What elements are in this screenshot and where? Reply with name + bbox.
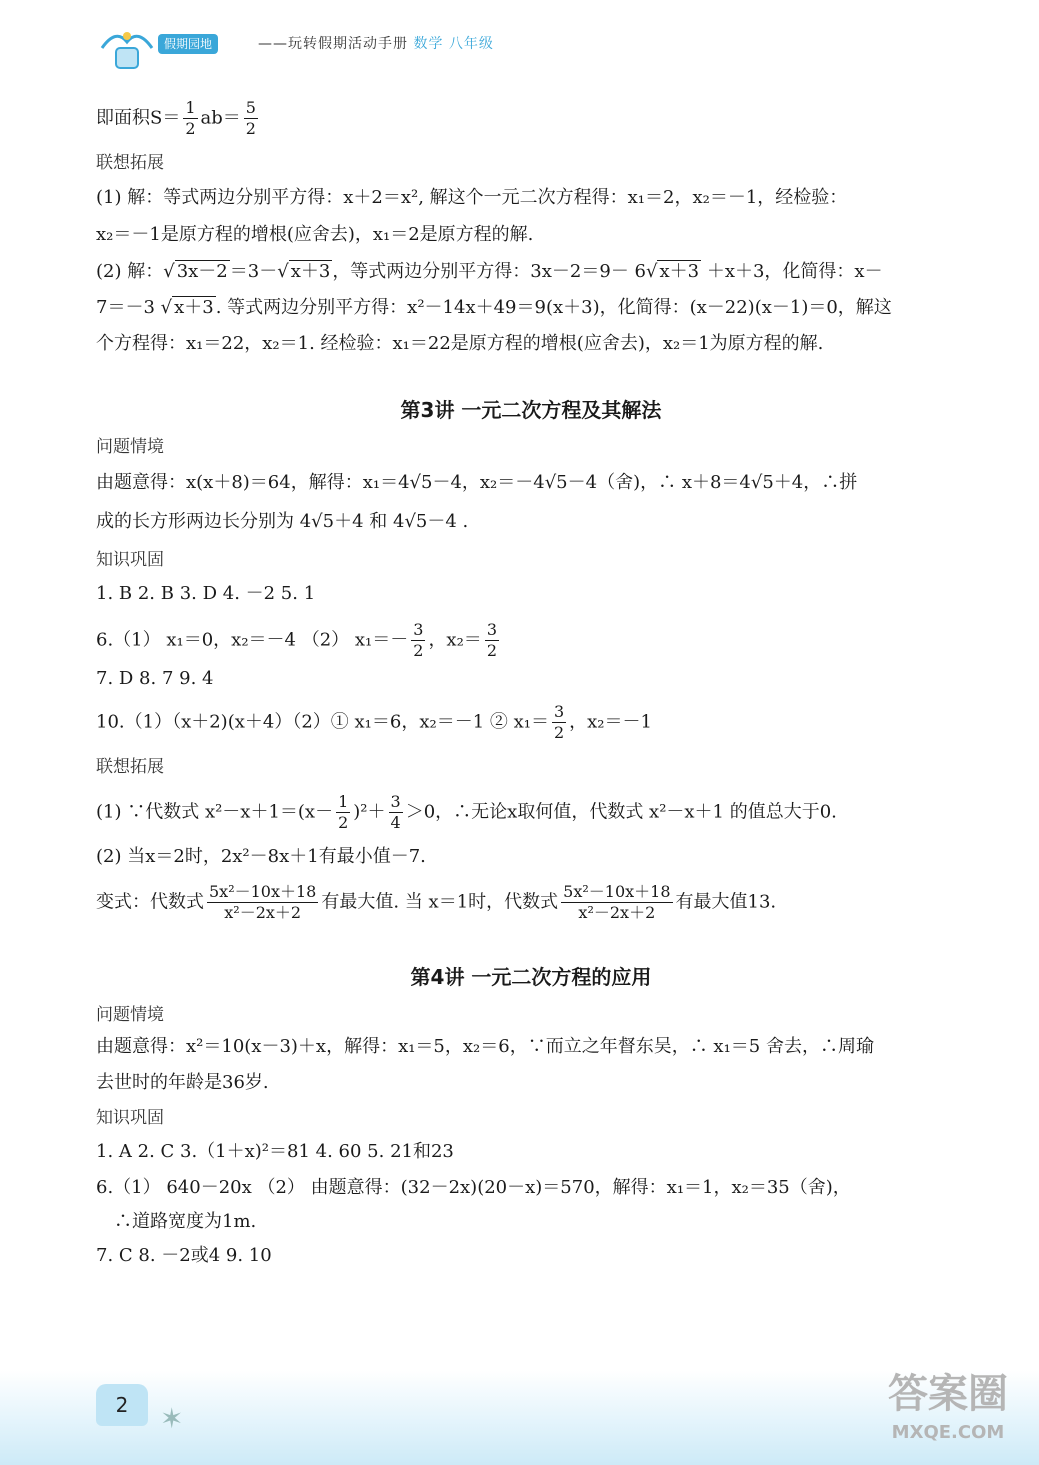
text-line: 6.（1） 640－20x （2） 由题意得：(32－2x)(20－x)＝570，解得：x₁＝1，x₂＝35（舍)，	[96, 1177, 851, 1198]
fraction: $\frac{\text{5x²－10x＋18}}{\text{x²－2x＋2}}$	[209, 882, 317, 922]
text-line: 由题意得：x(x＋8)＝64，解得：x₁＝4√5－4，x₂＝－4√5－4（舍)，∴ x＋8＝4√5＋4，∴拼	[96, 472, 858, 493]
fraction: $\frac{5}{2}$	[245, 98, 256, 138]
text-line: 7. C 8. －2或4 9. 10	[96, 1245, 272, 1266]
area-line: 即面积S＝ $\frac{1}{2}$ ab＝ $\frac{5}{2}$	[96, 98, 256, 138]
text-line: 变式：代数式 $\frac{\text{5x²－10x＋18}}{\text{x²－2x＋2}}$ 有最大值. 当 x＝1时，代数式 $\frac{\text{5x²－10x＋18}}{\text{x²－2x＋2}}$ 有最大值13.	[96, 882, 777, 922]
text-line: 成的长方形两边长分别为 4√5＋4 和 4√5－4 .	[96, 511, 469, 532]
fraction: $\frac{3}{2}$	[553, 702, 565, 742]
text-line: 6.（1） x₁＝0，x₂＝－4 （2） x₁＝－ $\frac{3}{2}$ ，x₂＝ $\frac{3}{2}$	[96, 620, 497, 660]
fraction: $\frac{3}{4}$	[390, 792, 401, 832]
header-badge: 假期园地	[158, 34, 218, 54]
starfish-icon: ✶	[160, 1402, 184, 1435]
fraction: $\frac{3}{2}$	[413, 620, 424, 660]
fraction: $\frac{3}{2}$	[486, 620, 497, 660]
text-line: (2) 当x＝2时，2x²－8x＋1有最小值－7.	[96, 846, 426, 867]
lecture-title: 第3讲 一元二次方程及其解法	[400, 398, 662, 422]
text-line: 10.（1）（x＋2)(x＋4）（2）① x₁＝6，x₂＝－1 ② x₁＝ $\frac{3}{2}$ ，x₂＝－1	[96, 702, 652, 742]
text-line: (1) 解：等式两边分别平方得：x＋2＝x², 解这个一元二次方程得：x₁＝2，x₂＝－1，经检验：	[96, 187, 848, 208]
text-line: 个方程得：x₁＝22，x₂＝1. 经检验：x₁＝22是原方程的增根(应舍去)，x₂＝1为原方程的解.	[96, 333, 824, 354]
lecture-title: 第4讲 一元二次方程的应用	[410, 965, 652, 989]
watermark: 答案圈 MXQE.COM	[888, 1371, 1008, 1443]
text-line: (1) ∵代数式 x²－x＋1＝(x－ $\frac{1}{2}$ )²＋ $\frac{3}{4}$ ＞0，∴无论x取何值，代数式 x²－x＋1 的值总大于0.	[96, 792, 837, 832]
text-line: x₂＝－1是原方程的增根(应舍去)，x₁＝2是原方程的解.	[96, 224, 534, 245]
page-header	[0, 0, 1039, 90]
text-line: 7. D 8. 7 9. 4	[96, 668, 214, 689]
text-line: 去世时的年龄是36岁.	[96, 1072, 269, 1093]
text-line: (2) 解：√ 3x－2 ＝3－√ x＋3 ，等式两边分别平方得：3x－2＝9－ 6√ x＋3 ＋x＋3，化简得：x－	[96, 261, 883, 282]
fraction: $\frac{1}{2}$	[338, 792, 349, 832]
header-subtitle: ——玩转假期活动手册 数学 八年级	[258, 36, 494, 52]
fraction: $\frac{1}{2}$	[185, 98, 196, 138]
text-line: ∴道路宽度为1m.	[114, 1211, 257, 1232]
section-heading: 联想拓展	[96, 757, 164, 777]
page-number: 2	[96, 1384, 148, 1426]
section-heading: 联想拓展	[96, 153, 164, 173]
text-line: 7＝－3 √ x＋3 . 等式两边分别平方得：x²－14x＋49＝9(x＋3)，化简得：(x－22)(x－1)＝0，解这	[96, 297, 892, 318]
section-heading: 知识巩固	[96, 550, 164, 570]
text-line: 由题意得：x²＝10(x－3)＋x，解得：x₁＝5，x₂＝6，∵而立之年督东吴，∴ x₁＝5 舍去，∴周瑜	[96, 1036, 874, 1057]
text-line: 1. A 2. C 3.（1＋x)²＝81 4. 60 5. 21和23	[96, 1141, 454, 1162]
book-logo-icon	[96, 18, 158, 78]
section-heading: 问题情境	[96, 437, 164, 457]
fraction: $\frac{\text{5x²－10x＋18}}{\text{x²－2x＋2}}$	[563, 882, 671, 922]
section-heading: 知识巩固	[96, 1108, 164, 1128]
section-heading: 问题情境	[96, 1005, 164, 1025]
text-line: 1. B 2. B 3. D 4. －2 5. 1	[96, 583, 316, 604]
